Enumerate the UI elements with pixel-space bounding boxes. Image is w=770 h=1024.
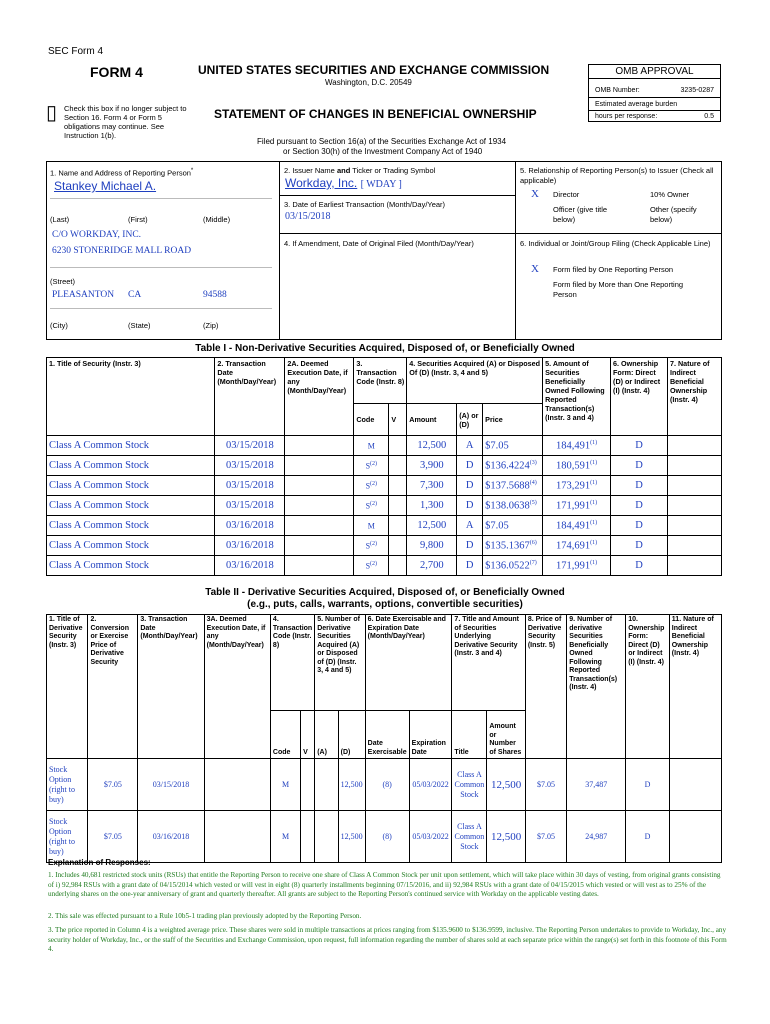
first-label: (First) xyxy=(128,215,148,224)
transaction-code: M xyxy=(270,811,300,863)
statement-title: STATEMENT OF CHANGES IN BENEFICIAL OWNERSHIP xyxy=(214,107,537,121)
zip-value: 94588 xyxy=(203,290,227,300)
omb-title: OMB APPROVAL xyxy=(589,65,720,79)
t2-h4: 4. Transaction Code (Instr. 8) xyxy=(270,615,314,711)
ten-percent-label: 10% Owner xyxy=(650,190,690,199)
table2-title-2: (e.g., puts, calls, warrants, options, convertible securities) xyxy=(247,599,523,610)
transaction-code: $S^{(2)}$ xyxy=(354,476,389,496)
nature-indirect xyxy=(669,759,721,811)
transaction-code: M xyxy=(354,436,389,456)
table1-row xyxy=(47,556,722,576)
price: $137.5688$^{(4)}$ xyxy=(483,476,543,496)
ownership-form: D xyxy=(611,496,668,516)
underlying-title: Class A Common Stock xyxy=(452,759,487,811)
security-title: Class A Common Stock xyxy=(47,496,215,516)
checkbox-icon[interactable]: ▯ xyxy=(46,102,58,124)
t2-h8: 8. Price of Derivative Security (Instr. 5) xyxy=(525,615,566,759)
omb-number: 3235-0287 xyxy=(680,87,714,94)
omb-number-label: OMB Number: xyxy=(595,87,640,94)
sec-form-label: SEC Form 4 xyxy=(48,46,104,57)
price: $138.0638$^{(5)}$ xyxy=(483,496,543,516)
footnote-2: 2. This sale was effected pursuant to a Rule 10b5-1 trading plan previously adopted by the Reporting Person. xyxy=(48,912,362,920)
t1-h2: 2. Transaction Date (Month/Day/Year) xyxy=(215,358,285,436)
t1-h3: 3. Transaction Code (Instr. 8) xyxy=(354,358,407,404)
t1-h5: 5. Amount of Securities Beneficially Owned Following Reported Transaction(s) (Instr. 3 and 4) xyxy=(543,358,611,436)
derivative-title: Stock Option (right to buy) xyxy=(47,811,88,863)
ticker-symbol: [ WDAY ] xyxy=(360,179,402,190)
table1-title: Table I - Non-Derivative Securities Acquired, Disposed of, or Beneficially Owned xyxy=(195,343,575,354)
t2-h10: 10. Ownership Form: Direct (D) or Indirect (I) (Instr. 4) xyxy=(626,615,670,759)
street-label: (Street) xyxy=(50,277,76,286)
v-cell xyxy=(389,556,407,576)
transaction-code: $S^{(2)}$ xyxy=(354,536,389,556)
nature-indirect xyxy=(667,516,721,536)
state-value: CA xyxy=(128,290,142,300)
derivative-price: $7.05 xyxy=(525,759,566,811)
price: $136.0522$^{(7)}$ xyxy=(483,556,543,576)
date-exercisable: (8) xyxy=(365,811,409,863)
deemed-date xyxy=(285,436,354,456)
ownership-form: D xyxy=(611,536,668,556)
owned-following: 174,691$^{(1)}$ xyxy=(543,536,611,556)
derivative-price: $7.05 xyxy=(525,811,566,863)
acquired-disposed: A xyxy=(457,516,483,536)
more-person-label: Form filed by More than One Reporting Person xyxy=(553,280,684,299)
issuer-line xyxy=(285,176,402,190)
expiration-date: 05/03/2022 xyxy=(409,759,452,811)
deemed-date xyxy=(285,496,354,516)
nature-indirect xyxy=(667,536,721,556)
commission-address: Washington, D.C. 20549 xyxy=(325,78,412,87)
ownership-form: D xyxy=(626,759,670,811)
t1-h2a: 2A. Deemed Execution Date, if any (Month/Day/Year) xyxy=(285,358,354,436)
transaction-date: 03/16/2018 xyxy=(138,811,204,863)
owned-following: 184,491$^{(1)}$ xyxy=(543,436,611,456)
omb-burden-label: Estimated average burden xyxy=(595,101,678,108)
omb-hours: 0.5 xyxy=(704,113,714,120)
t1-v: V xyxy=(389,404,407,436)
t1-amount: Amount xyxy=(407,404,457,436)
transaction-date: 03/16/2018 xyxy=(215,556,285,576)
deemed-date xyxy=(285,516,354,536)
deemed-date xyxy=(285,476,354,496)
t2-h9: 9. Number of derivative Securities Beneficially Owned Following Reported Transaction(s) (Instr. 4) xyxy=(567,615,626,759)
acquired-disposed: D xyxy=(457,496,483,516)
box5-label: 5. Relationship of Reporting Person(s) to Issuer (Check all applicable) xyxy=(520,166,714,185)
deemed-date xyxy=(204,811,270,863)
price: $7.05 xyxy=(483,436,543,456)
officer-label: Officer (give title below) xyxy=(553,205,608,224)
box2-label: 2. Issuer Name and Ticker or Trading Symbol xyxy=(284,166,436,175)
v-cell xyxy=(389,536,407,556)
amount: 1,300 xyxy=(407,496,457,516)
owned-following: 184,491$^{(1)}$ xyxy=(543,516,611,536)
deemed-date xyxy=(285,556,354,576)
table1-row xyxy=(47,476,722,496)
v-cell xyxy=(389,516,407,536)
price: $135.1367$^{(6)}$ xyxy=(483,536,543,556)
ownership-form: D xyxy=(611,476,668,496)
t1-h4: 4. Securities Acquired (A) or Disposed Of (D) (Instr. 3, 4 and 5) xyxy=(407,358,543,404)
acquired-a xyxy=(315,759,338,811)
t2-expiration-date: Expiration Date xyxy=(409,711,452,759)
ownership-form: D xyxy=(611,516,668,536)
table2-row xyxy=(47,759,722,811)
transaction-code: $S^{(2)}$ xyxy=(354,496,389,516)
v-cell xyxy=(389,496,407,516)
box1-label: 1. Name and Address of Reporting Person* xyxy=(50,168,194,178)
t1-aord: (A) or (D) xyxy=(457,404,483,436)
t2-h7: 7. Title and Amount of Securities Underlying Derivative Security (Instr. 3 and 4) xyxy=(452,615,525,711)
conversion-price: $7.05 xyxy=(88,811,138,863)
issuer-link[interactable]: Workday, Inc. xyxy=(285,176,358,190)
amount: 7,300 xyxy=(407,476,457,496)
last-label: (Last) xyxy=(50,215,70,224)
t2-title: Title xyxy=(452,711,487,759)
v-cell xyxy=(301,811,315,863)
other-label: Other (specify below) xyxy=(650,205,697,224)
footnote-3: 3. The price reported in Column 4 is a weighted average price. These shares were sold in multiple transactions at prices ranging from $135.9600 to $136.9599, inclusive. The Reporting Person undertakes to provide to Workday, Inc., any security holder of Workday, Inc., or the staff of the Securities and Exchange Commission, upon request, full information regarding the number of shares sold at each separate price within the range(s) set forth in this footnote of this Form 4. xyxy=(48,926,727,954)
table1-row xyxy=(47,536,722,556)
zip-label: (Zip) xyxy=(203,321,219,330)
t2-h6: 6. Date Exercisable and Expiration Date (Month/Day/Year) xyxy=(365,615,452,711)
transaction-date: 03/16/2018 xyxy=(215,536,285,556)
derivative-owned: 24,987 xyxy=(567,811,626,863)
nature-indirect xyxy=(669,811,721,863)
v-cell xyxy=(389,456,407,476)
t2-date-exercisable: Date Exercisable xyxy=(365,711,409,759)
form-title: FORM 4 xyxy=(90,64,143,80)
table1-row xyxy=(47,516,722,536)
table1-row xyxy=(47,436,722,456)
v-cell xyxy=(389,436,407,456)
acquired-disposed: D xyxy=(457,456,483,476)
nature-indirect xyxy=(667,476,721,496)
footnote-1: 1. Includes 40,681 restricted stock units (RSUs) that entitle the Reporting Person to receive one share of Class A Common Stock per unit upon settlement, which will take place within 30 days of vesting, from original grants consisting of i) 92,984 RSUs with a grant date of 04/15/2014 which vested or will vest in eight (8) quarterly installments beginning 07/15/2016, and ii) 92,984 RSUs with a grant date of 04/15/2015 which vested or will vest as to 25% of the underlying shares on the one-year anniversary of grant and quarterly thereafter. All grants are subject to the Reporting Person's continued service with Workday on the applicable vesting dates. xyxy=(48,871,721,899)
disposed-d: 12,500 xyxy=(338,811,365,863)
ownership-form: D xyxy=(611,456,668,476)
t1-price: Price xyxy=(483,404,543,436)
transaction-code: $S^{(2)}$ xyxy=(354,556,389,576)
state-label: (State) xyxy=(128,321,151,330)
transaction-date: 03/15/2018 xyxy=(215,456,285,476)
security-title: Class A Common Stock xyxy=(47,556,215,576)
omb-hours-label: hours per response: xyxy=(595,113,658,120)
date-exercisable: (8) xyxy=(365,759,409,811)
underlying-title: Class A Common Stock xyxy=(452,811,487,863)
deemed-date xyxy=(204,759,270,811)
transaction-date: 03/15/2018 xyxy=(215,476,285,496)
security-title: Class A Common Stock xyxy=(47,456,215,476)
derivative-owned: 37,487 xyxy=(567,759,626,811)
box3-label: 3. Date of Earliest Transaction (Month/Day/Year) xyxy=(284,200,446,209)
filed-line-2: or Section 30(h) of the Investment Company Act of 1940 xyxy=(283,147,483,156)
nature-indirect xyxy=(667,556,721,576)
security-title: Class A Common Stock xyxy=(47,536,215,556)
address-line-1: C/O WORKDAY, INC. xyxy=(52,230,142,240)
nature-indirect xyxy=(667,436,721,456)
price: $136.4224$^{(3)}$ xyxy=(483,456,543,476)
t2-h3a: 3A. Deemed Execution Date, if any (Month/Day/Year) xyxy=(204,615,270,759)
commission-title: UNITED STATES SECURITIES AND EXCHANGE COMMISSION xyxy=(198,63,550,77)
amount: 2,700 xyxy=(407,556,457,576)
acquired-disposed: D xyxy=(457,476,483,496)
city-label: (City) xyxy=(50,321,68,330)
conversion-price: $7.05 xyxy=(88,759,138,811)
transaction-code: M xyxy=(354,516,389,536)
v-cell xyxy=(301,759,315,811)
disposed-d: 12,500 xyxy=(338,759,365,811)
acquired-disposed: A xyxy=(457,436,483,456)
table2-row xyxy=(47,811,722,863)
transaction-date: 03/15/2018 xyxy=(215,436,285,456)
owned-following: 173,291$^{(1)}$ xyxy=(543,476,611,496)
table2-title-1: Table II - Derivative Securities Acquired, Disposed of, or Beneficially Owned xyxy=(205,587,565,598)
t2-d: (D) xyxy=(338,711,365,759)
box4-label: 4. If Amendment, Date of Original Filed (Month/Day/Year) xyxy=(284,239,474,248)
transaction-date: 03/16/2018 xyxy=(215,516,285,536)
t1-code: Code xyxy=(354,404,389,436)
deemed-date xyxy=(285,456,354,476)
underlying-amount: 12,500 xyxy=(487,759,525,811)
transaction-date: 03/15/2018 xyxy=(138,759,204,811)
checkbox-text: Check this box if no longer subject to Section 16. Form 4 or Form 5 obligations may continue. See Instruction 1(b). xyxy=(64,104,187,140)
ownership-form: D xyxy=(611,436,668,456)
t2-v: V xyxy=(301,711,315,759)
transaction-code: M xyxy=(270,759,300,811)
transaction-code: $S^{(2)}$ xyxy=(354,456,389,476)
derivative-title: Stock Option (right to buy) xyxy=(47,759,88,811)
reporting-person-name[interactable]: Stankey Michael A. xyxy=(54,179,157,193)
nature-indirect xyxy=(667,456,721,476)
owned-following: 171,991$^{(1)}$ xyxy=(543,496,611,516)
acquired-disposed: D xyxy=(457,556,483,576)
table1 xyxy=(46,357,722,576)
omb-box xyxy=(588,64,721,122)
t2-code: Code xyxy=(270,711,300,759)
explanation-title: Explanation of Responses: xyxy=(48,858,151,867)
address-line-2: 6230 STONERIDGE MALL ROAD xyxy=(52,246,192,256)
amount: 9,800 xyxy=(407,536,457,556)
director-check[interactable]: X xyxy=(531,188,539,200)
box6-label: 6. Individual or Joint/Group Filing (Check Applicable Line) xyxy=(520,239,711,248)
owned-following: 171,991$^{(1)}$ xyxy=(543,556,611,576)
transaction-date: 03/15/2018 xyxy=(215,496,285,516)
security-title: Class A Common Stock xyxy=(47,476,215,496)
ownership-form: D xyxy=(626,811,670,863)
director-label: Director xyxy=(553,190,580,199)
t2-amount-shares: Amount or Number of Shares xyxy=(487,711,525,759)
amount: 12,500 xyxy=(407,436,457,456)
one-person-label: Form filed by One Reporting Person xyxy=(553,265,674,274)
acquired-disposed: D xyxy=(457,536,483,556)
t2-h11: 11. Nature of Indirect Beneficial Ownership (Instr. 4) xyxy=(669,615,721,759)
table2 xyxy=(46,614,722,863)
t2-h5: 5. Number of Derivative Securities Acquired (A) or Disposed of (D) (Instr. 3, 4 and 5) xyxy=(315,615,365,711)
nature-indirect xyxy=(667,496,721,516)
expiration-date: 05/03/2022 xyxy=(409,811,452,863)
amount: 12,500 xyxy=(407,516,457,536)
security-title: Class A Common Stock xyxy=(47,436,215,456)
owned-following: 180,591$^{(1)}$ xyxy=(543,456,611,476)
price: $7.05 xyxy=(483,516,543,536)
v-cell xyxy=(389,476,407,496)
middle-label: (Middle) xyxy=(203,215,231,224)
acquired-a xyxy=(315,811,338,863)
t2-a: (A) xyxy=(315,711,338,759)
t1-h6: 6. Ownership Form: Direct (D) or Indirect (I) (Instr. 4) xyxy=(611,358,668,436)
ownership-form: D xyxy=(611,556,668,576)
t2-h1: 1. Title of Derivative Security (Instr. 3) xyxy=(47,615,88,759)
t1-h1: 1. Title of Security (Instr. 3) xyxy=(47,358,215,436)
t2-h3: 3. Transaction Date (Month/Day/Year) xyxy=(138,615,204,759)
t2-h2: 2. Conversion or Exercise Price of Derivative Security xyxy=(88,615,138,759)
underlying-amount: 12,500 xyxy=(487,811,525,863)
table1-row xyxy=(47,456,722,476)
deemed-date xyxy=(285,536,354,556)
t1-h7: 7. Nature of Indirect Beneficial Ownership (Instr. 4) xyxy=(667,358,721,436)
filed-line-1: Filed pursuant to Section 16(a) of the Securities Exchange Act of 1934 xyxy=(257,137,507,146)
one-person-check[interactable]: X xyxy=(531,263,539,275)
city-value: PLEASANTON xyxy=(52,290,115,300)
table1-row xyxy=(47,496,722,516)
earliest-transaction-date: 03/15/2018 xyxy=(285,211,331,222)
security-title: Class A Common Stock xyxy=(47,516,215,536)
amount: 3,900 xyxy=(407,456,457,476)
